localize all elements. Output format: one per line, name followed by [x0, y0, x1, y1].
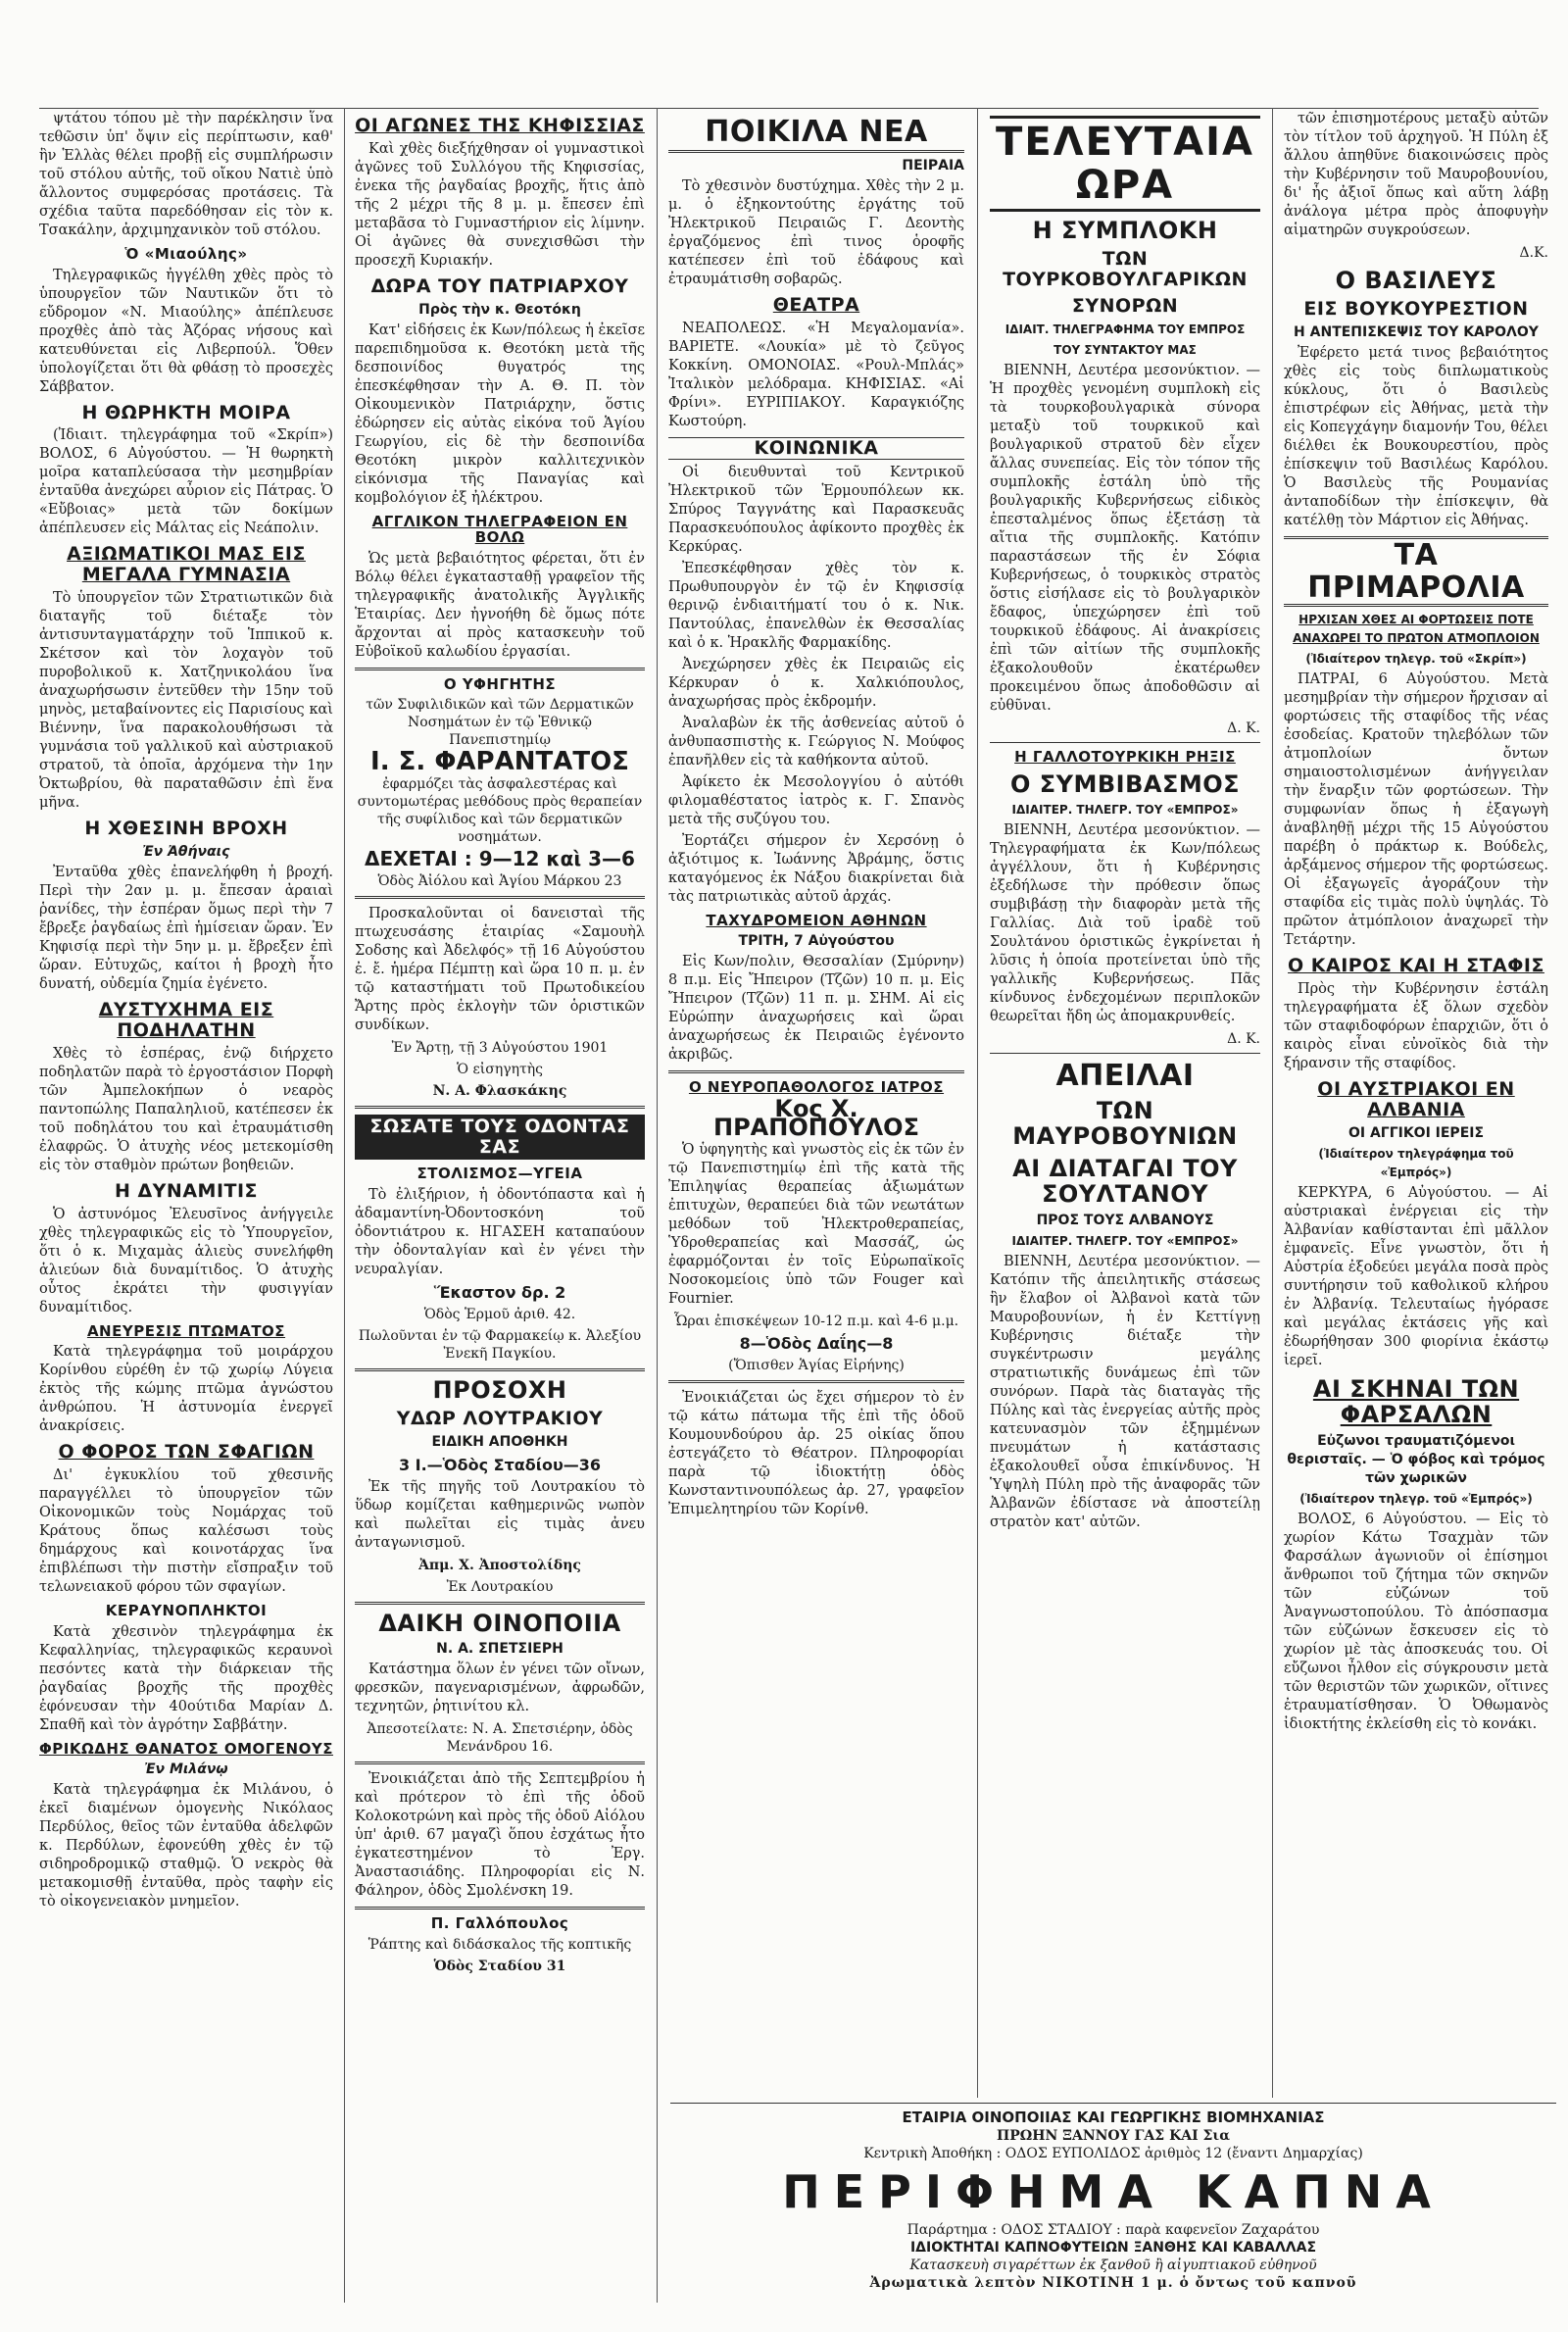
section-heading: ΠΟΙΚΙΛΑ ΝΕΑ [668, 116, 964, 153]
ad-sign: Ἀπεσοτείλατε: Ν. Α. Σπετσιέρην, ὁδὸς Μενάνδρου 16. [367, 1721, 633, 1756]
ad-heading: ΔΑΙΚΗ ΟΙΝΟΠΟΙΙΑ [378, 1609, 621, 1637]
ad-hours: ΔΕΧΕΤΑΙ : 9—12 καὶ 3—6 [365, 847, 635, 871]
article-text: Τὸ χθεσινὸν δυστύχημα. Χθὲς τὴν 2 μ. μ. ὁ ἐξηκοντούτης ἐργάτης τοῦ Ἠλεκτρικοῦ Πειραιῶς Γ. Δεοντὴς ἐργαζόμενος ἐπὶ τινος ὁροφῆς κατέπεσεν ἐπὶ τοῦ ἐδάφους καὶ ἐτραυμάτισθη σοβαρῶς. [668, 178, 964, 287]
ad-subheading: ΕΙΔΙΚΗ ΑΠΟΘΗΚΗ [431, 1433, 568, 1450]
article-text: ΝΕΑΠΟΛΕΩΣ. «Ἡ Μεγαλομανία». ΒΑΡΙΕΤΕ. «Λουκία» μὲ τὸ ζεῦγος Κοκκίνη. ΟΜΟΝΟΙΑΣ. «Ρουλ-Μπλάς» Ἰταλικὸν μελόδραμα. ΚΗΦΙΣΙΑΣ. «Αἱ Φρίνι». ΕΥΡΙΠΙΑΚΟΥ. Καραγκιόζης Κωστούρη. [668, 320, 964, 429]
article-subheading: Πρὸς τὴν κ. Θεοτόκη [418, 301, 581, 318]
ad-address: Κεντρικὴ Ἀποθήκη : ΟΔΟΣ ΕΥΠΟΛΙΔΟΣ ἀριθμὸς 12 (ἔναντι Δημαρχίας) [863, 2146, 1363, 2161]
article-text: Δι' ἐγκυκλίου τοῦ χθεσινῆς παραγγέλλει τὸ ὑπουργεῖον τῶν Οἰκονομικῶν τοὺς Νομάρχας τοῦ Κράτους ὅπως καλέσωσι τοὺς δημάρχους καὶ κοινοτάρχας ἵνα ἐπιβλέπωσι τὴν πιστὴν εἴσπραξιν τοῦ τελωνειακοῦ φόρου τῶν σφαγίων. [39, 1467, 333, 1596]
article-text: Ἀναλαβὼν ἐκ τῆς ἀσθενείας αὐτοῦ ὁ ἀνθυπασπιστὴς κ. Γεώργιος Ν. Μούφος ἐπανῆλθεν εἰς τὰ καθήκοντα αὐτοῦ. [668, 715, 964, 769]
article-text: τῶν ἐπισημοτέρους μεταξὺ αὐτῶν τὸν τίτλον τοῦ ἀρχηγοῦ. Ἡ Πύλη ἐξ ἄλλου ἀπηθῦνε διακοινώσεις πρὸς τὴν Κυβέρνησιν τοῦ Μαυροβουνίου, δι' ἧς ἀξιοῖ ὅπως καὶ αὕτη λάβῃ ἀνάλογα μέτρα πρὸς ἀποφυγὴν αἱματηρῶν συγκρούσεων. [1284, 111, 1548, 238]
section-subheading: ΠΕΙΡΑΙΑ [902, 158, 964, 174]
article-subheading: Η ΑΝΤΕΠΙΣΚΕΨΙΣ ΤΟΥ ΚΑΡΟΛΟΥ [1294, 324, 1539, 341]
telegram-source: (Ἰδιαίτερον τηλεγρ. τοῦ «Σκρίπ») [1305, 652, 1527, 667]
notice-sign: Ν. Α. Φλασκάκης [432, 1083, 567, 1100]
signature: Δ.Κ. [1519, 245, 1548, 261]
ad-subheading: ΣΤΟΛΙΣΜΟΣ—ΥΓΕΙΑ [416, 1165, 583, 1183]
ad-heading: ΠΡΟΣΟΧΗ [432, 1375, 567, 1404]
article-heading: ΑΓΓΛΙΚΟΝ ΤΗΛΕΓΡΑΦΕΙΟΝ ΕΝ ΒΟΛΩ [371, 512, 628, 547]
ad-text: Τὸ ἐλιξήριον, ἡ ὀδοντόπαστα καὶ ἡ ἀδαμαντίνη-Ὀδοντοσκόνη τοῦ ὀδοντιάτρου κ. ΗΓΑΣΕΗ καταπαύουν τὴν ὀδονταλγίαν καὶ ἐν γένει τὴν νευραλγίαν. [355, 1186, 645, 1277]
article-heading: ΟΙ ΑΓΩΝΕΣ ΤΗΣ ΚΗΦΙΣΣΙΑΣ [355, 115, 645, 136]
column-rule [977, 108, 978, 2303]
article-heading: ΑΞΙΩΜΑΤΙΚΟΙ ΜΑΣ ΕΙΣ ΜΕΓΑΛΑ ΓΥΜΝΑΣΙΑ [67, 543, 306, 586]
article-text: Ἐπεσκέφθησαν χθὲς τὸν κ. Πρωθυπουργὸν ἐν τῷ ἐν Κηφισσίᾳ θερινῷ ἐνδιαιτήματί του ὁ κ. Νικ. Παντούλας, ἐπανελθὼν ἐκ Θεσσαλίας καὶ ὁ κ. Ἡρακλῆς Φαρμακίδης. [668, 560, 964, 651]
article-heading: ΑΝΕΥΡΕΣΙΣ ΠΤΩΜΑΤΟΣ [86, 1321, 286, 1340]
ad-heading: Ο ΝΕΥΡΟΠΑΘΟΛΟΓΟΣ ΙΑΤΡΟΣ [688, 1078, 945, 1097]
article-subheading: ΕΙΣ ΒΟΥΚΟΥΡΕΣΤΙΟΝ [1303, 298, 1529, 321]
telegram-source: ΙΔΙΑΙΤ. ΤΗΛΕΓΡΑΦΗΜΑ ΤΟΥ ΕΜΠΡΟΣ [1004, 323, 1246, 337]
divider [355, 1907, 645, 1910]
article-text: Ἐορτάζει σήμερον ἐν Χερσόνῃ ὁ ἀξιότιμος κ. Ἰωάννης Ἀβράμης, ὅστις καταγόμενος ἐκ Νάξου διακρίνεται διὰ τὰς πατριωτικὰς αὐτοῦ ἀρχάς. [668, 832, 964, 905]
article-subheading: ΣΥΝΟΡΩΝ [1071, 295, 1179, 318]
article-heading: ΑΙ ΣΚΗΝΑΙ ΤΩΝ ΦΑΡΣΑΛΩΝ [1312, 1374, 1520, 1429]
article-text: ΒΙΕΝΝΗ, Δευτέρα μεσονύκτιον. — Κατόπιν τῆς ἀπειλητικῆς στάσεως ἣν ἔλαβον οἱ Ἀλβανοὶ κατὰ τῶν Μαυροβουνίων, ἡ ἐν Κεττίγνῃ Κυβέρνησις διέταξε τὴν συγκέντρωσιν μεγάλης στρατιωτικῆς δυνάμεως ἐπὶ τῶν συνόρων. Παρὰ τὰς διαταγὰς τῆς Πύλης καὶ τὰς ἐνεργείας αὐτῆς πρὸς κατευνασμὸν τῶν ἐξημμένων πνευμάτων ἡ κατάστασις ἐξακολουθεῖ οὖσα ἐπικίνδυνος. Ἡ Ὑψηλὴ Πύλη πρὸ τῆς ἀναφορᾶς τῶν Ἀλβανῶν ἐδίστασε νὰ ἀποστείλῃ στρατὸν κατ' αὐτῶν. [990, 1253, 1260, 1530]
ad-sign: Ἀπμ. Χ. Ἀποστολίδης [418, 1557, 581, 1573]
divider [670, 2103, 1556, 2104]
ad-address: Ὁδὸς Σταδίου 31 [433, 1958, 566, 1974]
ad-name: Ι. Σ. ΦΑΡΑΝΤΑΤΟΣ [370, 747, 629, 777]
ad-address: 3 Ι.—Ὁδὸς Σταδίου—36 [398, 1455, 602, 1474]
article-heading: Η ΣΥΜΠΛΟΚΗ [1032, 217, 1218, 244]
ad-address: Ὁδὸς Ἑρμοῦ ἀριθ. 42. [423, 1306, 576, 1322]
ad-name: Κος Χ. ΠΡΑΠΟΠΟΥΛΟΣ [713, 1094, 919, 1141]
divider [990, 1053, 1260, 1054]
divider [355, 1368, 645, 1371]
divider [355, 1761, 645, 1764]
telegram-source: ΤΟΥ ΣΥΝΤΑΚΤΟΥ ΜΑΣ [1054, 343, 1197, 358]
article-text: Τὸ ὑπουργεῖον τῶν Στρατιωτικῶν διὰ διαταγῆς τοῦ διέταξε τὸν ἀντισυνταγματάρχην τοῦ Ἱππικοῦ κ. Σκέτσον καὶ τὸν λοχαγὸν τοῦ πυροβολικοῦ κ. Χατζηνικολάου ἵνα ἀναχωρήσωσιν ἐντεῦθεν τὴν 15ην τοῦ μηνὸς, μεταβαίνοντες εἰς Παρισίους καὶ Βιέννην, ἵνα παρακολουθήσωσι τὰ γυμνάσια τοῦ γαλλικοῦ καὶ αὐστριακοῦ στρατοῦ, τὰ ὁποῖα, ἀρχόμενα τὴν 1ην Ὀκτωβρίου, θὰ παραταθῶσιν ἐπὶ ἕνα μῆνα. [39, 590, 333, 812]
article-text: Καὶ χθὲς διεξήχθησαν οἱ γυμναστικοὶ ἀγῶνες τοῦ Συλλόγου τῆς Κηφισσίας, ἐνεκα τῆς ῥαγδαίας βροχῆς, ἥτις ἀπὸ τῆς 2 μέχρι τῆς 8 μ. μ. ἔπεσεν ἐπὶ μεταβᾶσα τὸ Γυμναστήριον εἰς λίμνην. Οἱ ἀγῶνες θὰ συνεχισθῶσι τὴν προσεχῆ Κυριακήν. [355, 140, 645, 269]
article-text: ΠΑΤΡΑΙ, 6 Αὐγούστου. Μετὰ μεσημβρίαν τὴν σήμερον ἤρχισαν αἱ φορτώσεις τῆς σταφίδος τῆς νέας ἐσοδείας. Κρατοῦν τηλεβόλων τῶν ἀτμοπλοίων ὄντων σημαιοστολισμένων ἀνήγγειλαν τὴν ἔναρξιν τῶν φορτώσεων. Τὴν συμφωνίαν ὅπως ἡ ἐξαγωγὴ ἀναβληθῇ μέχρι τῆς 15 Αὐγούστου παρέβη ὁ πράκτωρ κ. Βούδελς, ἀρξάμενος σήμερον τῆς φορτώσεως. Οἱ ἐξαγωγεῖς ἀγοράζουν τὴν σταφίδα εἰς τιμὰς πολὺ ὑψηλάς. Τὸ πρῶτον ἀτμόπλοιον ἀναχωρεῖ τὴν Τετάρτην. [1284, 671, 1548, 949]
divider [355, 1602, 645, 1605]
article-heading: ΦΡΙΚΩΔΗΣ ΘΑΝΑΤΟΣ ΟΜΟΓΕΝΟΥΣ [39, 1739, 333, 1758]
ad-price: Ἕκαστον δρ. 2 [433, 1282, 566, 1302]
article-heading: Ο ΦΟΡΟΣ ΤΩΝ ΣΦΑΓΙΩΝ [58, 1441, 315, 1464]
ad-address: 8—Ὁδὸς Δαΐης—8 [739, 1333, 894, 1353]
article-heading: Ο ΚΑΙΡΟΣ ΚΑΙ Η ΣΤΑΦΙΣ [1288, 955, 1544, 977]
ad-text: ἐφαρμόζει τὰς ἀσφαλεστέρας καὶ συντομωτέρας μεθόδους πρὸς θεραπείαν τῆς συφίλιδος καὶ τῶν δερματικῶν νοσημάτων. [357, 776, 643, 846]
ad-subheading: Ν. Α. ΣΠΕΤΣΙΕΡΗ [436, 1641, 564, 1658]
ad-subheading: τῶν Συφιλιδικῶν καὶ τῶν Δερματικῶν Νοσημάτων ἐν τῷ Ἐθνικῷ Πανεπιστημίῳ [366, 697, 634, 749]
article-heading: ΑΙ ΔΙΑΤΑΓΑΙ ΤΟΥ ΣΟΥΛΤΑΝΟΥ [1012, 1154, 1238, 1209]
column-1 [29, 110, 343, 2303]
signature: Δ. Κ. [1227, 1030, 1260, 1047]
column-3 [659, 110, 974, 2303]
ad-branch: Παράρτημα : ΟΔΟΣ ΣΤΑΔΙΟΥ : παρὰ καφενεῖον Ζαχαράτου [906, 2222, 1320, 2238]
article-subheading: ΤΩΝ ΤΟΥΡΚΟΒΟΥΛΓΑΡΙΚΩΝ [1003, 248, 1248, 291]
article-heading: ΔΩΡΑ ΤΟΥ ΠΑΤΡΙΑΡΧΟΥ [370, 274, 629, 297]
article-text: Κατὰ τηλεγράφημα τοῦ μοιράρχου Κορίνθου εὑρέθη ἐν τῷ χωρίῳ Λύγεια ἐκτὸς τῆς κώμης πτῶμα ἀγνώστου ἀνθρώπου. Ἡ ἀστυνομία ἐνεργεῖ ἀνακρίσεις. [39, 1344, 333, 1435]
article-subheading: Εὐζωνοι τραυματιζόμενοι θερισταῖς. — Ὁ φόβος καὶ τρόμος τῶν χωρικῶν [1287, 1432, 1545, 1486]
article-heading: Η ΘΩΡΗΚΤΗ ΜΟΙΡΑ [81, 401, 291, 423]
article-heading: ΤΑ ΠΡΙΜΑΡΟΛΙΑ [1284, 536, 1548, 607]
ad-text: Ἐνοικιάζεται ὡς ἔχει σήμερον τὸ ἐν τῷ κάτω πάτωμα τῆς ἐπὶ τῆς ὁδοῦ Κουμουνδούρου ἀρ. 25 οἰκίας ὅπου ἐστεγάζετο τὸ Θέατρον. Πληροφορίαι παρὰ τῷ ἰδιοκτήτῃ ὁδὸς Κωνσταντινουπόλεως ἀρ. 27, γραφεῖον Ἐπιμελητηρίου τῶν Κορίνθ. [668, 1389, 964, 1517]
article-heading: ΚΕΡΑΥΝΟΠΛΗΚΤΟΙ [105, 1602, 268, 1620]
ad-company-sub: ΠΡΩΗΝ ΞΑΝΝΟΥ ΓΑΣ ΚΑΙ Σια [997, 2128, 1230, 2144]
ad-text: Κατάστημα ὅλων ἐν γένει τῶν οἴνων, φρεσκῶν, παγεναρισμένων, ἀφρωδῶν, τεχνητῶν, ῥητινίτου κλ. [355, 1662, 645, 1715]
ad-text: Ὁ ὑφηγητὴς καὶ γνωστὸς εἰς ἐκ τῶν ἐν τῷ Πανεπιστημίῳ ἐπὶ τῆς κατὰ τῆς Ἐπιληψίας θεραπείας ἀξιωμάτων ἐπιτυχὼν, θεραπεύει διὰ τῶν νεωτάτων μεθόδων τοῦ Ἠλεκτροθεραπείας, Ὑδροθεραπείας καὶ Μασσάζ, ὡς ἐφαρμόζονται ἐν τοῖς Εὐρωπαϊκοῖς Νοσοκομείοις ὑπὸ τῶν Fouger καὶ Fournier. [668, 1141, 964, 1307]
article-text: Οἱ διευθυνταὶ τοῦ Κεντρικοῦ Ἠλεκτρικοῦ τῶν Ἑρμουπόλεων κκ. Σπύρος Ταγγνάτης καὶ Παρασκευᾶς Παρασκευόπουλος ἀφίκοντο προχθὲς ἐκ Κερκύρας. [668, 464, 964, 555]
column-5 [1274, 110, 1558, 2303]
tobacco-advertisement [659, 2098, 1568, 2332]
divider [668, 1380, 964, 1383]
ad-owners: ΙΔΙΟΚΤΗΤΑΙ ΚΑΠΝΟΦΥΤΕΙΩΝ ΞΑΝΘΗΣ ΚΑΙ ΚΑΒΑΛΛΑΣ [909, 2240, 1317, 2256]
article-text: ψτάτου τόπου μὲ τὴν παρέκλησιν ἵνα τεθῶσιν ὑπ' ὄψιν εἰς περίπτωσιν, καθ' ἣν Ἑλλὰς θέλει προβῇ εἰς συμπλήρωσιν τοῦ στόλου αὐτῆς, τοῦ οἴκου Νατιὲ ὑπὸ ἄλλοντος συμφερόσας προτάσεις. Τὰ σχέδια ταῦτα παρεδόθησαν εἰς τὸν κ. Τσακάλην, ἀρχιμηχανικὸν τοῦ στόλου. [39, 111, 333, 238]
telegram-source: ΙΔΙΑΙΤΕΡ. ΤΗΛΕΓΡ. ΤΟΥ «ΕΜΠΡΟΣ» [1011, 802, 1239, 817]
ad-heading: ΣΩΣΑΤΕ ΤΟΥΣ ΟΔΟΝΤΑΣ ΣΑΣ [355, 1115, 645, 1160]
article-text: ΒΙΕΝΝΗ, Δευτέρα μεσονύκτιον. — Τηλεγραφήματα ἐκ Κων/πόλεως ἀγγέλλουν, ὅτι ἡ Κυβέρνησις ἐξεδήλωσε τὴν πρόθεσιν ὅπως συμβιβάσῃ τὴν διαφορὰν μετὰ τῆς Γαλλίας. Διὰ τοῦ ἰραδὲ τοῦ Σουλτάνου ὁριστικῶς ἐγκρίνεται ἡ λῦσις ἡ ὁποία προτείνεται ὑπὸ τῆς γαλλικῆς Κυβερνήσεως. Πᾶς κίνδυνος ἐνδεχομένων περιπλοκῶν θεωρεῖται ἤδη ὡς ἀπομακρυνθείς. [990, 821, 1260, 1024]
ad-text: Πωλοῦνται ἐν τῷ Φαρμακείῳ κ. Ἀλεξίου Ἐνεκῆ Παγκίου. [358, 1327, 642, 1362]
ad-subheading: Ῥάπτης καὶ διδάσκαλος τῆς κοπτικῆς [368, 1936, 632, 1953]
article-text: ΚΕΡΚΥΡΑ, 6 Αὐγούστου. — Αἱ αὐστριακαὶ ἐνέργειαι εἰς τὴν Ἀλβανίαν καθίστανται ἐπὶ μᾶλλον ἐμφανεῖς. Εἶνε γνωστὸν, ὅτι ἡ Αὐστρία ἐξοδεύει μεγάλα ποσὰ πρὸς συντήρησιν τοῦ καθολικοῦ κλήρου ἐν Ἀλβανίᾳ. Τελευταίως ἠγόρασε καὶ μεγάλας ἐκτάσεις γῆς καὶ ἐδωρήθησαν 300 φιορίνια ἑκάστῳ ἱερεῖ. [1284, 1184, 1548, 1368]
article-text: (Ἰδιαιτ. τηλεγράφημα τοῦ «Σκρίπ») ΒΟΛΟΣ, 6 Αὐγούστου. — Ἡ θωρηκτὴ μοῖρα καταπλεύσασα τὴν μεσημβρίαν ἐνταῦθα ἀνεχώρει αὖριον εἰς Πάτρας. Ὁ «Εὔβοιας» μετὰ τῶν δοκίμων ἀπέπλευσεν εἰς Μάλτας εἰς Νεάπολιν. [39, 427, 333, 537]
article-heading: Ο ΒΑΣΙΛΕΥΣ [1335, 267, 1497, 294]
article-text: Ἐφέρετο μετά τινος βεβαιότητος χθὲς εἰς τοὺς διπλωματικοὺς κύκλους, ὅτι ὁ Βασιλεὺς ἐπιστρέφων εἰς Ἀθήνας, μετὰ τὴν εἰς Κοπεγχάγην διαμονήν Του, θέλει διέλθει ἐκ Βουκουρεστίου, πρὸς ἐπίσκεψιν τοῦ Βασιλέως Καρόλου. Ὁ Βασιλεὺς τῆς Ρουμανίας ἀνταποδίδων τὴν ἐπίσκεψιν, θὰ κατέλθῃ τὸν Μάρτιον εἰς Ἀθήνας. [1284, 345, 1548, 529]
article-text: Κατ' εἰδήσεις ἐκ Κων/πόλεως ἡ ἐκεῖσε παρεπιδημοῦσα κ. Θεοτόκη μετὰ τῆς δεσποινίδος θυγατρός της ἐπεσκέφθησαν τὴν Α. Θ. Π. τὸν Οἰκουμενικὸν Πατριάρχην, ὅστις ἐδώρησεν εἰς αὐτὰς εἰκόνα τοῦ Ἁγίου Γεωργίου, εἰς δὲ τὴν δεσποινίδα Θεοτόκη μικρὸν καλλιτεχνικὸν εἰκόνισμα τῆς Παναγίας καὶ κομβολόγιον ἐξ ἠλέκτρου. [355, 322, 645, 506]
ad-heading: Π. Γαλλόπουλος [430, 1914, 569, 1933]
ad-subheading: ΥΔΩΡ ΛΟΥΤΡΑΚΙΟΥ [396, 1407, 604, 1429]
ad-text: Κατασκευὴ σιγαρέττων ἐκ ξανθοῦ ἢ αἰγυπτιακοῦ εὐθηνοῦ [909, 2258, 1317, 2273]
divider [355, 668, 645, 670]
article-subheading: ΟΙ ΑΓΓΙΚΟΙ ΙΕΡΕΙΣ [1348, 1124, 1485, 1141]
divider [355, 1106, 645, 1109]
ad-hours: Ὧραι ἐπισκέψεων 10-12 π.μ. καὶ 4-6 μ.μ. [673, 1313, 959, 1329]
article-text: Ὡς μετὰ βεβαιότητος φέρεται, ὅτι ἐν Βόλῳ θέλει ἐγκατασταθῇ γραφεῖον τῆς τηλεγραφικῆς ἀνατολικῆς Ἀγγλικῆς Ἑταιρίας. Δεν ἠγνοήθη δὲ ὅμως πότε ἄρχονται αἱ πρὸς κατασκευὴν τοῦ Εὐβοϊκοῦ καλωδίου ἐργασίαι. [355, 550, 645, 660]
article-text: Τηλεγραφικῶς ἠγγέλθη χθὲς πρὸς τὸ ὑπουργεῖον τῶν Ναυτικῶν ὅτι τὸ εὔδρομον «Ν. Μιαούλης» ἀπέπλευσε προχθὲς ἀπὸ τὰς Ἀζόρας νήσους καὶ κατευθύνεται εἰς Λιβερπούλ. Ὅθεν ὑπολογίζεται ὅτι θὰ φθάσῃ τὸ προσεχὲς Σάββατον. [39, 267, 333, 395]
ad-address: Ὁδὸς Ἀἰόλου καὶ Ἁγίου Μάρκου 23 [377, 873, 622, 890]
telegram-source: ΙΔΙΑΙΤΕΡ. ΤΗΛΕΓΡ. ΤΟΥ «ΕΜΠΡΟΣ» [1011, 1233, 1239, 1248]
article-text: Χθὲς τὸ ἑσπέρας, ἐνῷ διήρχετο ποδηλατῶν παρὰ τὸ ἐργοστάσιον Πορφὴ τῶν Ἀμπελοκήπων ὁ νεαρὸς παντοπώλης Παπαληλιοῦ, κατέπεσεν ἐκ τοῦ ποδηλάτου του καὶ ἐτραυμάτισθη ἐλαφρῶς. Ὁ ἀτυχὴς νέος μετεκομίσθη εἰς τὸν σταθμὸν πρώτων βοηθειῶν. [39, 1045, 333, 1173]
column-4 [980, 110, 1270, 2303]
article-text: Ἀνεχώρησεν χθὲς ἐκ Πειραιῶς εἰς Κέρκυραν ὁ κ. Χαλκιόπουλος, ἀναχωρήσας πρὸς ἐκδρομήν. [668, 656, 964, 710]
divider [668, 1070, 964, 1073]
article-subheading: ΤΩΝ ΜΑΥΡΟΒΟΥΝΙΩΝ [1012, 1096, 1238, 1151]
column-2 [345, 110, 655, 2303]
article-subheading: ΗΡΧΙΣΑΝ ΧΘΕΣ ΑΙ ΦΟΡΤΩΣΕΙΣ ΠΟΤΕ ΑΝΑΧΩΡΕΙ ΤΟ ΠΡΩΤΟΝ ΑΤΜΟΠΛΟΙΟΝ [1293, 613, 1540, 646]
article-text: Εἰς Κων/πολιν, Θεσσαλίαν (Σμύρνην) 8 π.μ. Εἰς Ἤπειρον (Τζῶν) 10 π. μ. Εἰς Ἤπειρον (Τζῶν) 11 π. μ. ΣΗΜ. Αἱ εἰς Εὐρώπην ἀναχωρήσεις καὶ ὥραι ἀναχωρήσεως ἐκ Πειραιῶς ἐγένοντο ἀκριβῶς. [668, 954, 964, 1064]
article-text: Κατὰ χθεσινὸν τηλεγράφημα ἐκ Κεφαλληνίας, τηλεγραφικῶς κεραυνοὶ πεσόντες κατὰ τὴν διάρκειαν τῆς ῥαγδαίας βροχῆς τῆς προχθὲς ἐφόνευσαν τὴν 40ούτιδα Μαρίαν Δ. Σπαθῆ καὶ τὸν ἀγρότην Σαββάτην. [39, 1623, 333, 1733]
ad-company: ΕΤΑΙΡΙΑ ΟΙΝΟΠΟΙΙΑΣ ΚΑΙ ΓΕΩΡΓΙΚΗΣ ΒΙΟΜΗΧΑΝΙΑΣ [902, 2109, 1325, 2126]
article-heading: Ο ΣΥΜΒΙΒΑΣΜΟΣ [1009, 769, 1241, 798]
section-heading: ΤΑΧΥΔΡΟΜΕΙΟΝ ΑΘΗΝΩΝ [706, 911, 927, 929]
article-heading: Η ΓΑΛΛΟΤΟΥΡΚΙΚΗ ΡΗΞΙΣ [1014, 748, 1236, 767]
article-heading: Ὁ «Μιαούλης» [124, 245, 248, 263]
top-rule [39, 108, 1539, 109]
notice-place: Ἐν Ἄρτῃ, τῇ 3 Αὐγούστου 1901 [391, 1040, 609, 1057]
section-heading: ΤΕΛΕΥΤΑΙΑ ΩΡΑ [990, 116, 1260, 212]
article-text: ΒΙΕΝΝΗ, Δευτέρα μεσονύκτιον. — Ἡ προχθὲς γενομένη συμπλοκὴ εἰς τὰ τουρκοβουλγαρικὰ σύνορα μεταξὺ τοῦ τουρκικοῦ καὶ βουλγαρικοῦ στρατοῦ δὲν εἶχεν ἄλλας συνεπείας. Εἰς τὸν τόπον τῆς συμπλοκῆς ἐστάλη ὑπὸ τῆς βουλγαρικῆς Κυβερνήσεως εἰδικὸς ἐπεσταλμένος ὅπως ἐξετάσῃ τὰ αἴτια τῆς συμπλοκῆς. Κατόπιν παραστάσεων τῆς ἐν Σόφια Κυβερνήσεως, ὁ τουρκικὸς στρατὸς ὅστις εἰσήλασε εἰς τὸ βουλγαρικὸν ἔδαφος, ὑπεχώρησεν ἐπὶ τοῦ τουρκικοῦ ἐδάφους. Αἱ ἀνακρίσεις ἐπὶ τῶν αἰτίων τῆς συμπλοκῆς ἐξακολουθοῦν ἐκατέρωθεν προκειμένου ὅπως ἀποδοθῶσιν αἱ εὐθῦναι. [990, 363, 1260, 715]
section-heading: ΘΕΑΤΡΑ [772, 294, 860, 316]
article-heading: ΑΠΕΙΛΑΙ [1055, 1058, 1195, 1093]
article-subheading: Ἐν Ἀθήναις [142, 844, 230, 861]
ad-sign: Ἐκ Λουτρακίου [446, 1578, 554, 1595]
article-text: ΒΟΛΟΣ, 6 Αὐγούστου. — Εἰς τὸ χωρίον Κάτω Τσαχμὰν τῶν Φαρσάλων ἀγωνιοῦν οἱ ἐπίσημοι ἄνθρωποι τοῦ ζήτημα τῶν σκηνῶν τῶν εὐζώνων τοῦ Ἀναγνωστοπούλου. Τὸ ἀπόσπασμα τῶν εὐζώνων ἔσκευσεν εἰς τὸ χωρίον μὲ τὰς ἀποσκευάς του. Οἱ εὔζωνοι ἦλθον εἰς σύγκρουσιν μετὰ τῶν θεριστῶν τῶν χωρικῶν, οἵτινες ἐτραυματίσθησαν. Ὁ Ὀθωμανὸς ἰδιοκτήτης ἐκλείσθη εἰς τὸ κονάκι. [1284, 1511, 1548, 1732]
article-heading: Η ΔΥΝΑΜΙΤΙΣ [114, 1179, 259, 1202]
ad-text: Ἐκ τῆς πηγῆς τοῦ Λουτρακίου τὸ ὕδωρ κομίζεται καθημερινῶς νωπὸν καὶ πωλεῖται εἰς τιμὰς ἀνευ ἀνταγωνισμοῦ. [355, 1478, 645, 1551]
divider [355, 896, 645, 899]
article-text: Ἀφίκετο ἐκ Μεσολογγίου ὁ αὐτόθι φιλομαθέστατος ἰατρὸς κ. Γ. Σπανὸς μετὰ τῆς συζύγου του. [668, 773, 964, 827]
telegram-source: (Ἰδιαίτερον τηλεγράφημα τοῦ «Ἐμπρός») [1318, 1146, 1514, 1179]
article-heading: Η ΧΘΕΣΙΝΗ ΒΡΟΧΗ [84, 818, 288, 840]
ad-title: ΠΕΡΙΦΗΜΑ ΚΑΠΝΑ [782, 2165, 1445, 2218]
notice-text: Προσκαλοῦνται οἱ δανεισταὶ τῆς πτωχευσάσης ἑταιρίας «Σαμουὴλ Σοδσης καὶ Ἀδελφός» τῇ 16 Αὐγούστου ἐ. ἔ. ἡμέρα Πέμπτῃ καὶ ὥρα 10 π. μ. ἐν τῷ καταστήματι τοῦ Πρωτοδικείου Ἄρτης πρὸς ἐκλογὴν τῶν ὁριστικῶν συνδίκων. [355, 906, 645, 1034]
article-subheading: Ἐν Μιλάνῳ [144, 1761, 228, 1778]
article-text: Ὁ ἀστυνόμος Ἐλευσῖνος ἀνήγγειλε χθὲς τηλεγραφικῶς εἰς τὸ Ὑπουργεῖον, ὅτι ὁ κ. Μιχαμὰς ἁλιεὺς συνελήφθη ἁλιεύων διὰ δυναμίτιδος. Ὁ ἀτυχὴς οὗτος ἐκράτει τὴν φυσιγγίαν δυναμίτιδος. [39, 1206, 333, 1315]
ad-heading: Ο ΥΦΗΓΗΤΗΣ [443, 674, 557, 693]
article-text: Ἐνταῦθα χθὲς ἐπανελήφθη ἡ βροχή. Περὶ τὴν 2αν μ. μ. ἔπεσαν ἀραιαὶ ῥανίδες, τὴν ἑσπέραν ὅμως περὶ τὴν 7 ἔβρεξε ῥαγδαίως ἐπὶ ἡμίσειαν ὥραν. Ἐν Κηφισίᾳ περὶ τὴν 5ην μ. μ. ἔβρεξεν ἐπὶ ὥραν. Εὐτυχῶς, καίτοι ἡ βροχὴ ἦτο δυνατή, οὐδεμία ζημία ἐγένετο. [39, 865, 333, 993]
ad-text: Ἀρωματικὰ λεπτὸν ΝΙΚΟΤΙΝΗ 1 μ. ὁ ὄντως τοῦ καπνοῦ [869, 2275, 1357, 2291]
signature: Δ. Κ. [1227, 720, 1260, 737]
notice-sign: Ὁ εἰσηγητὴς [457, 1062, 543, 1078]
ad-text: Ἐνοικιάζεται ἀπὸ τῆς Σεπτεμβρίου ἡ καὶ πρότερον τὸ ἐπὶ τῆς ὁδοῦ Κολοκοτρώνη καὶ πρὸς τῆς ὁδοῦ Αἰόλου ὑπ' ἀριθ. 67 μαγαζὶ ὅπου ἐσχάτως ἦτο ἐγκατεστημένον τὸ Ἐργ. Ἀναστασιάδης. Πληροφορίαι εἰς Ν. Φάληρον, ὁδὸς Σμολένσκη 19. [355, 1771, 645, 1900]
ad-address: (Ὄπισθεν Ἁγίας Εἰρήνης) [728, 1357, 905, 1373]
divider [990, 742, 1260, 743]
column-rule [1272, 108, 1273, 2303]
article-text: Κατὰ τηλεγράφημα ἐκ Μιλάνου, ὁ ἐκεῖ διαμένων ὁμογενὴς Νικόλαος Περδύλος, θεῖος τῶν ἐνταῦθα ἀδελφῶν κ. Περδύλων, ἐφονεύθη χθὲς ἐν τῷ σιδηροδρομικῷ σταθμῷ. Ὁ νεκρὸς θὰ μετακομισθῇ ἐνταῦθα, πρὸς ταφὴν εἰς τὸ οἰκογενειακὸν μνημεῖον. [39, 1782, 333, 1910]
article-heading: ΔΥΣΤΥΧΗΜΑ ΕΙΣ ΠΟΔΗΛΑΤΗΝ [98, 999, 274, 1041]
section-subheading: ΤΡΙΤΗ, 7 Αὐγούστου [738, 933, 895, 950]
column-rule [657, 108, 658, 2303]
article-text: Πρὸς τὴν Κυβέρνησιν ἐστάλη τηλεγραφήματα ἐξ ὅλων σχεδὸν τῶν σταφιδοφόρων ἐπαρχιῶν, ὅτι ὁ καιρὸς εἶναι εὐνοϊκὸς διὰ τὴν ξήρανσιν τῆς σταφίδος. [1284, 981, 1548, 1072]
telegram-source: (Ἰδιαίτερον τηλεγρ. τοῦ «Ἐμπρός») [1299, 1491, 1533, 1506]
article-subheading: ΠΡΟΣ ΤΟΥΣ ΑΛΒΑΝΟΥΣ [1036, 1212, 1214, 1228]
article-heading: ΟΙ ΑΥΣΤΡΙΑΚΟΙ ΕΝ ΑΛΒΑΝΙΑ [1317, 1078, 1515, 1121]
section-heading: ΚΟΙΝΩΝΙΚΑ [668, 437, 964, 460]
